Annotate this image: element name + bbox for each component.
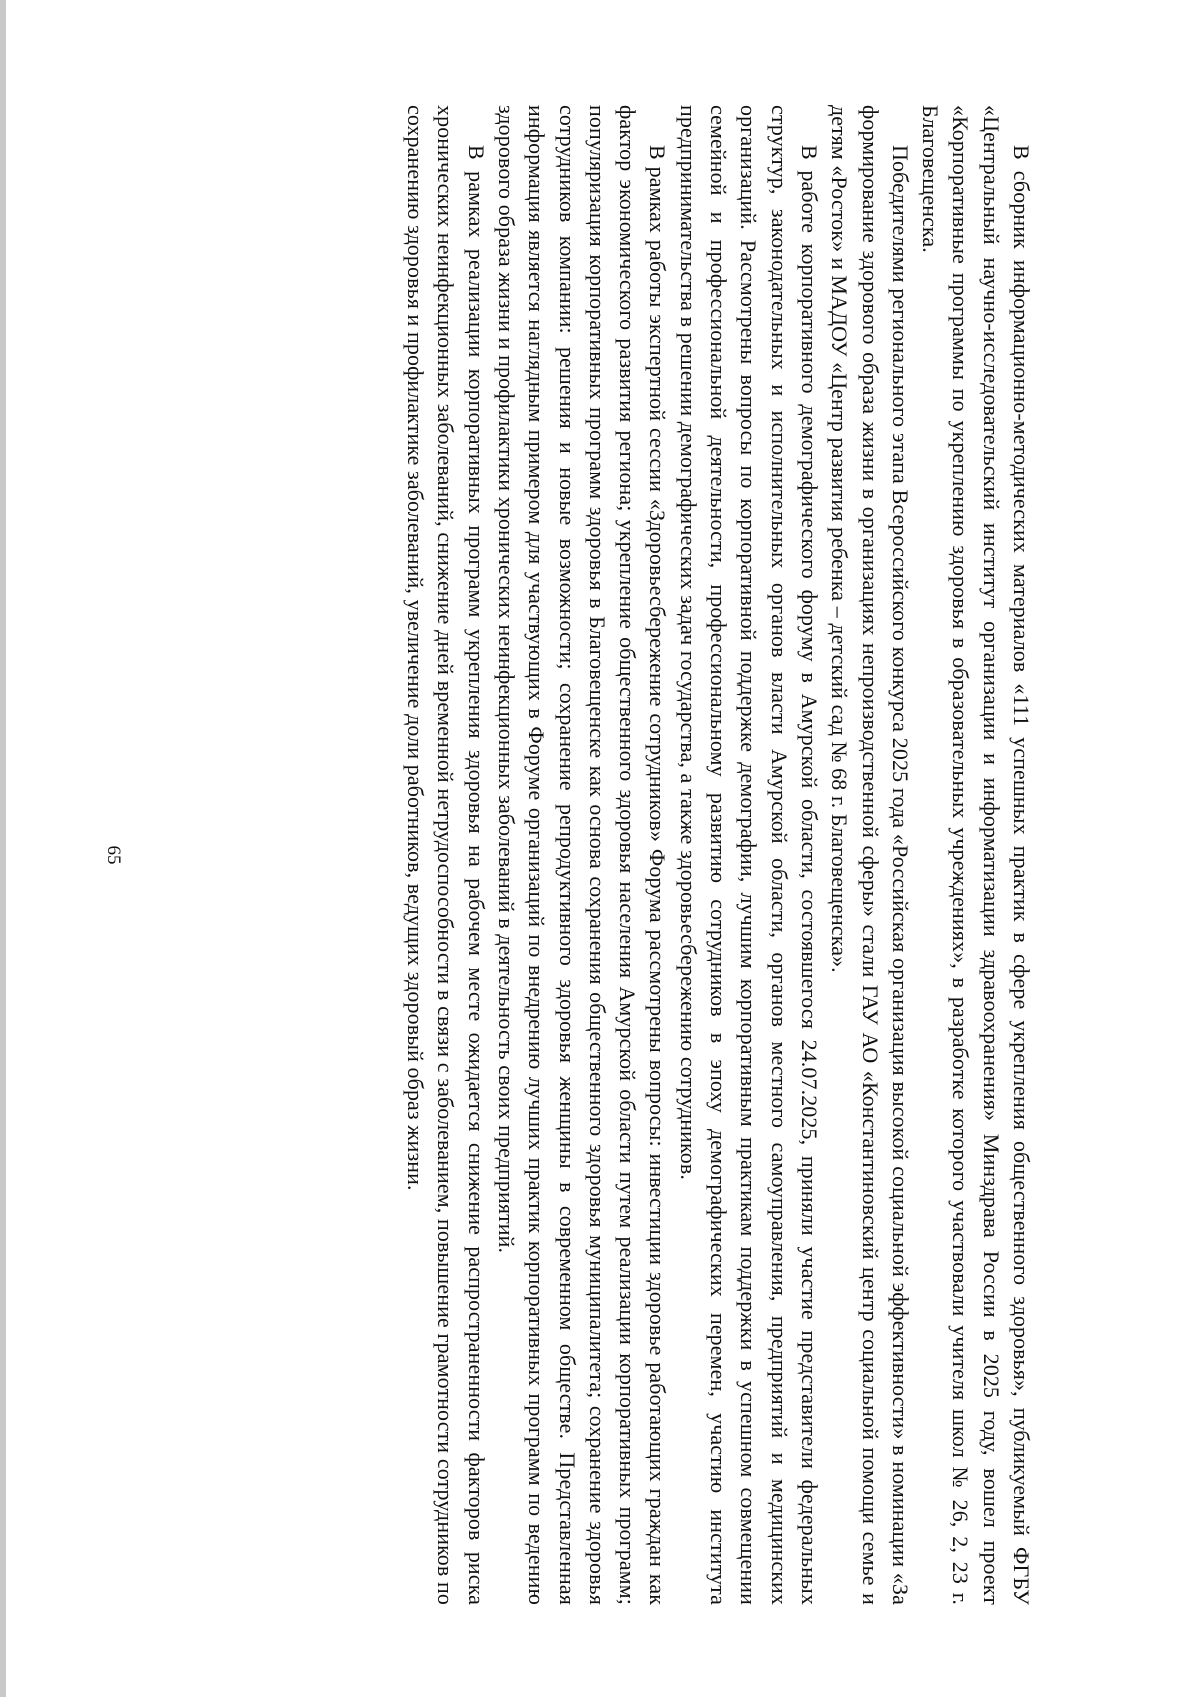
rotated-content bbox=[103, 105, 1036, 1605]
page-number: 65 bbox=[103, 845, 124, 865]
paragraph-expected-results: В рамках реализации корпоративных программ укрепления здоровья на рабочем месте ожидается снижение распространенности факторов риска хронических неинфекционных заболеваний, снижение дней временной нетрудоспособности в связи с заболеванием, повышение грамотности сотрудников по сохранению здоровья и профилактике заболеваний, увеличение доли работников, ведущих здоровый образ жизни. bbox=[403, 105, 489, 1605]
document-page bbox=[6, 0, 1200, 1697]
paragraph-winners: Победителями регионального этапа Всероссийского конкурса 2025 года «Российская организация высокой социальной эффективности» в номинации «За формирование здорового образа жизни в организациях непроизводственной сферы» стали ГАУ АО «Константиновский центр социальной помощи семье и детям «Росток» и МАДОУ «Центр развития ребенка – детский сад № 68 г. Благовещенска». bbox=[827, 105, 913, 1605]
paragraph-expert-session: В рамках работы экспертной сессии «Здоровьесбережение сотрудников» Форума рассмотрены вопросы: инвестиции здоровье работающих граждан как фактор экономического развития региона; укрепление общественного здоровья населения Амурской области путем реализации корпоративных программ; популяризация корпоративных программ здоровья в Благовещенске как основа сохранения общественного здоровья муниципалитета; сохранение здоровья сотрудников компании: решения и новые возможности; сохранение репродуктивного здоровья женщины в современном обществе. Представленная информация является наглядным примером для участвующих в Форуме организаций по внедрению лучших практик корпоративных программ по ведению здорового образа жизни и профилактики хронических неинфекционных заболеваний в деятельность своих предприятий. bbox=[493, 105, 671, 1605]
paragraph-forum: В работе корпоративного демографического форуму в Амурской области, состоявшегося 24.07.2025, приняли участие представители федеральных структур, законодательных и исполнительных органов власти Амурской области, органов местного самоуправления, предприятий и медицинских организаций. Рассмотрены вопросы по корпоративной поддержке демографии, лучшим корпоративным практикам поддержки в успешном совмещении семейной и профессиональной деятельности, профессиональному развитию сотрудников в эпоху демографических перемен, участию института предпринимательства в решении демографических задач государства, а также здоровьесбережению сотрудников. bbox=[675, 105, 822, 1605]
paragraph-collection: В сборник информационно-методических материалов «111 успешных практик в сфере укрепления общественного здоровья», публикуемый ФГБУ «Центральный научно-исследовательский институт организации и информатизации здравоохранения» Минздрава России в 2025 году, вошел проект «Корпоративные программы по укреплению здоровья в образовательных учреждениях», в разработке которого участвовали учителя школ № 26, 2, 23 г. Благовещенска. bbox=[918, 105, 1034, 1605]
body-text bbox=[400, 105, 1036, 1605]
